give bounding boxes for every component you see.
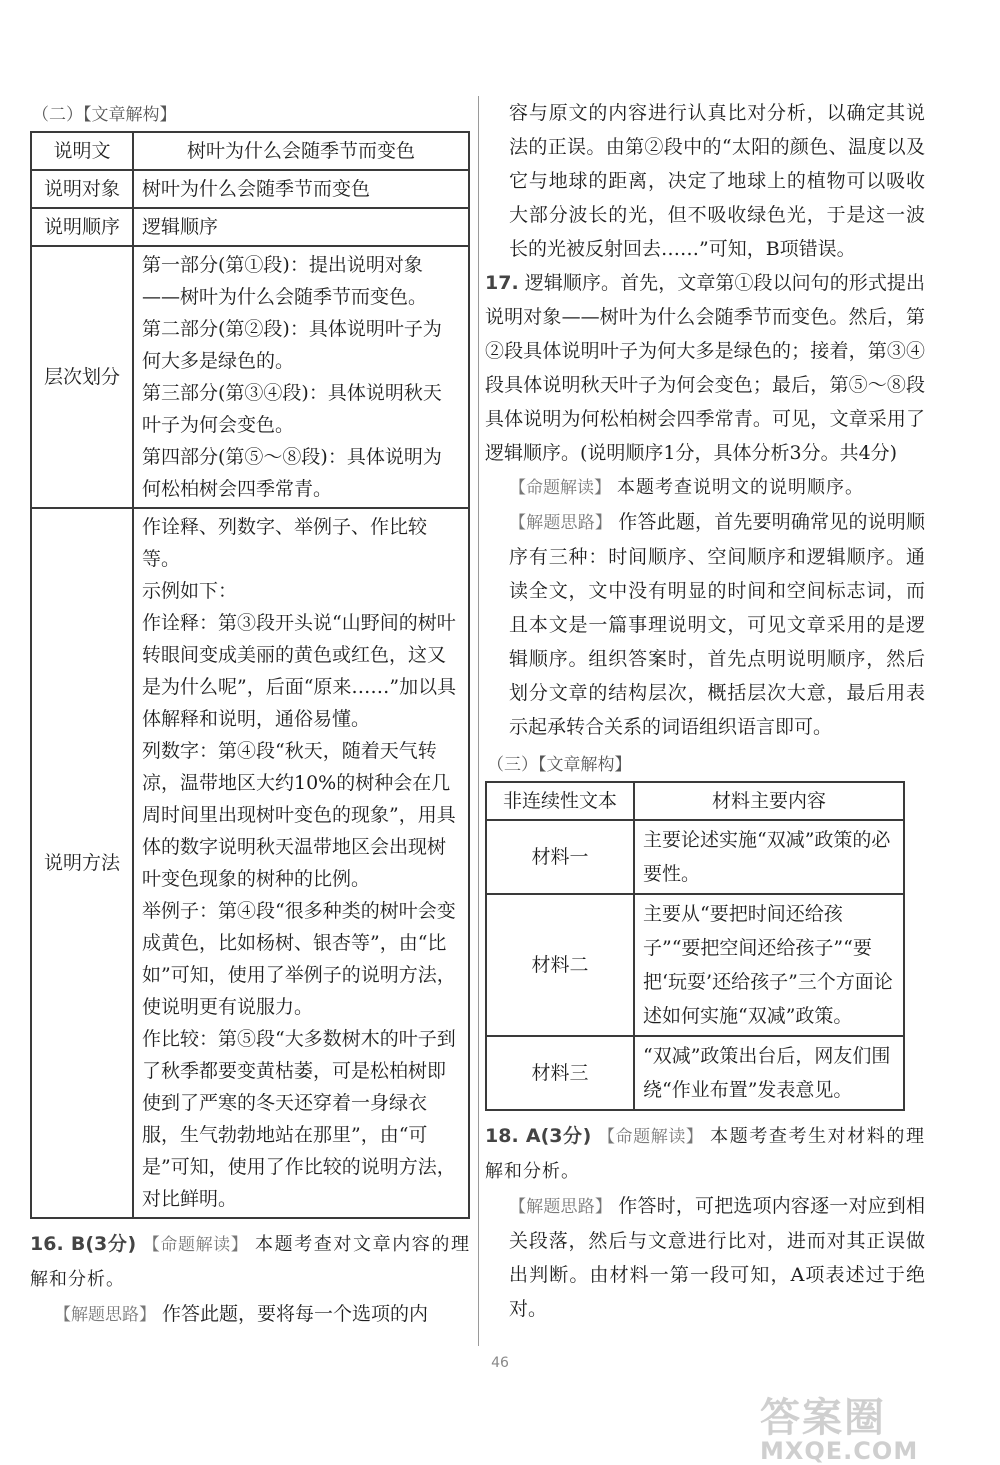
- tag-label: 【命题解读】: [597, 1127, 704, 1147]
- answer-text: 作答时，可把选项内容逐一对应到相关段落，然后与文意进行比对，进而对其正误做出判断。由材料一第一段可知，A项表述过于绝对。: [509, 1195, 925, 1320]
- material-content: 主要从“要把时间还给孩子”“要把空间还给孩子”“要把‘玩耍’还给孩子”三个方面论述如何实施“双减”政策。: [634, 894, 904, 1036]
- row-label: 说明对象: [31, 170, 133, 208]
- watermark-url: MXQE.COM: [760, 1437, 919, 1465]
- method-item: 列数字：第④段“秋天，随着天气转凉，温带地区大约10%的树种会在几周时间里出现树叶变色的现象”，用具体的数字说明秋天温带地区会出现树叶变色现象的树种的比例。: [142, 740, 456, 890]
- answer-text: 逻辑顺序。首先，文章第①段以问句的形式提出说明对象——树叶为什么会随季节而变色。然后，第②段具体说明叶子为何大多是绿色的；接着，第③④段具体说明秋天叶子为何会变色；最后，第⑤～⑧段具体说明为何松柏树会四季常青。可见，文章采用了逻辑顺序。(说明顺序1分，具体分析3分。共4分): [485, 272, 925, 464]
- watermark-text: 答案圈: [760, 1395, 886, 1441]
- answer-text: 作答此题，首先要明确常见的说明顺序有三种：时间顺序、空间顺序和逻辑顺序。通读全文，文中没有明显的时间和空间标志词，而且本文是一篇事理说明文，可见文章采用的是逻辑顺序。组织答案时，首先点明说明顺序，然后划分文章的结构层次，概括层次大意，最后用表示起承转合关系的词语组织语言即可。: [509, 511, 925, 738]
- row-label: 说明顺序: [31, 208, 133, 246]
- tag-text: 本题考查考生对材料的理解和分析。: [485, 1126, 926, 1182]
- question-number: 16. B(3分): [30, 1233, 137, 1255]
- method-item: 作诠释、列数字、举例子、作比较等。: [142, 516, 428, 570]
- table-row: [31, 208, 469, 246]
- row-label: 说明文: [31, 132, 133, 170]
- question-16-continued: [485, 96, 925, 266]
- material-label: 材料一: [486, 820, 634, 894]
- answer-text: 作答此题，要将每一个选项的内: [162, 1303, 429, 1325]
- method-item: 示例如下：: [142, 580, 238, 602]
- tag-label: 【解题思路】: [509, 513, 613, 533]
- column-divider: [478, 96, 479, 1346]
- question-number: 18. A(3分): [485, 1125, 592, 1147]
- article-structure-table: [30, 131, 470, 1219]
- row-value: 逻辑顺序: [133, 208, 469, 246]
- layer-item: 第三部分(第③④段)：具体说明秋天叶子为何会变色。: [142, 382, 442, 436]
- tag-text: 本题考查对文章内容的理解和分析。: [30, 1234, 470, 1290]
- column-header: 非连续性文本: [486, 782, 634, 820]
- column-header: 材料主要内容: [634, 782, 904, 820]
- material-content: 主要论述实施“双减”政策的必要性。: [634, 820, 904, 894]
- table-row: [31, 170, 469, 208]
- row-value: [133, 508, 469, 1218]
- material-label: 材料二: [486, 894, 634, 1036]
- material-label: 材料三: [486, 1036, 634, 1110]
- layer-item: 第二部分(第②段)：具体说明叶子为何大多是绿色的。: [142, 318, 442, 372]
- section-heading: （二）【文章解构】: [32, 105, 177, 125]
- row-label: 层次划分: [31, 246, 133, 508]
- row-value: 树叶为什么会随季节而变色: [133, 132, 469, 170]
- method-item: 作比较：第⑤段“大多数树木的叶子到了秋季都要变黄枯萎，可是松柏树即使到了严寒的冬天还穿着一身绿衣服，生气勃勃地站在那里”，由“可是”可知，使用了作比较的说明方法，对比鲜明。: [142, 1028, 456, 1210]
- row-value: [133, 246, 469, 508]
- section-heading: （三）【文章解构】: [487, 755, 632, 775]
- method-item: 作诠释：第③段开头说“山野间的树叶转眼间变成美丽的黄色或红色，这又是为什么呢”，后面“原来……”加以具体解释和说明，通俗易懂。: [142, 612, 457, 730]
- tag-text: 本题考查说明文的说明顺序。: [617, 477, 865, 498]
- answer-text: 容与原文的内容进行认真比对分析，以确定其说法的正误。由第②段中的“太阳的颜色、温度以及它与地球的距离，决定了地球上的植物可以吸收大部分波长的光，但不吸收绿色光，于是这一波长的光被反射回去……”可知，B项错误。: [509, 102, 925, 260]
- tag-label: 【命题解读】: [142, 1235, 249, 1255]
- left-column: [30, 100, 470, 1332]
- layer-item: 第四部分(第⑤～⑧段)：具体说明为何松柏树会四季常青。: [142, 446, 442, 500]
- row-label: 说明方法: [31, 508, 133, 1218]
- tag-label: 【解题思路】: [54, 1305, 156, 1325]
- layer-item: 第一部分(第①段)：提出说明对象——树叶为什么会随季节而变色。: [142, 254, 428, 308]
- table-header-row: [486, 782, 904, 820]
- question-number: 17.: [485, 272, 519, 294]
- tag-label: 【命题解读】: [509, 478, 611, 498]
- table-row: [31, 508, 469, 1218]
- table-row: [31, 246, 469, 508]
- table-row: [31, 132, 469, 170]
- tag-label: 【解题思路】: [509, 1197, 613, 1217]
- method-item: 举例子：第④段“很多种类的树叶会变成黄色，比如杨树、银杏等”，由“比如”可知，使用了举例子的说明方法，使说明更有说服力。: [142, 900, 456, 1018]
- table-row: [486, 820, 904, 894]
- question-16: [30, 1227, 470, 1332]
- material-content: “双减”政策出台后，网友们围绕“作业布置”发表意见。: [634, 1036, 904, 1110]
- watermark-logo: [760, 1386, 970, 1465]
- row-value: 树叶为什么会随季节而变色: [133, 170, 469, 208]
- question-18: [485, 1119, 925, 1326]
- right-column: [485, 96, 925, 1326]
- material-table: [485, 781, 905, 1111]
- table-row: [486, 1036, 904, 1110]
- page-number: 46: [491, 1355, 509, 1371]
- question-17: [485, 266, 925, 744]
- table-row: [486, 894, 904, 1036]
